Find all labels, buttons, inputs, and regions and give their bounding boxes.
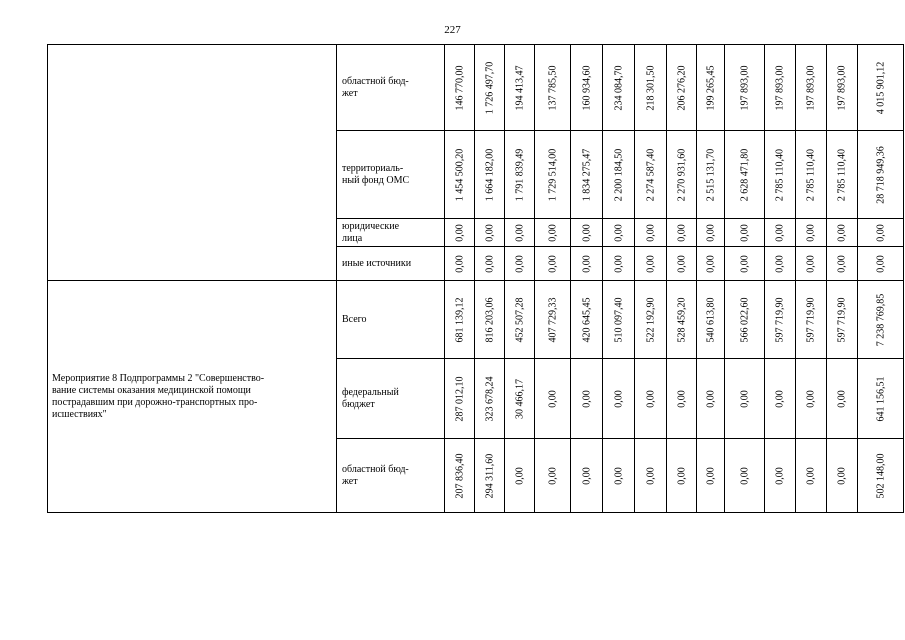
value-cell <box>796 219 827 247</box>
value-text: 0,00 <box>774 223 786 242</box>
value-text: 816 203,06 <box>484 297 495 342</box>
value-text: 566 022,60 <box>739 297 750 342</box>
value-text: 0,00 <box>774 466 786 485</box>
value-cell <box>603 281 635 359</box>
value-cell <box>796 247 827 281</box>
value-cell <box>858 45 904 131</box>
value-text: 234 084,70 <box>613 65 624 110</box>
value-cell <box>571 247 603 281</box>
value-cell <box>475 281 505 359</box>
value-text: 1 664 182,00 <box>484 148 495 201</box>
value-text: 2 200 184,50 <box>613 148 624 201</box>
value-text: 597 719,90 <box>774 297 786 342</box>
value-cell <box>725 439 765 513</box>
value-text: 0,00 <box>705 389 716 408</box>
value-cell <box>827 45 858 131</box>
funding-source-cell: юридические лица <box>337 219 445 247</box>
value-text: 2 628 471,80 <box>739 148 750 201</box>
value-text: 0,00 <box>774 254 786 273</box>
value-cell <box>535 247 571 281</box>
value-text: 0,00 <box>739 254 750 273</box>
value-text: 0,00 <box>836 389 848 408</box>
funding-source-cell: иные источники <box>337 247 445 281</box>
value-cell <box>635 219 667 247</box>
value-text: 0,00 <box>613 254 624 273</box>
value-cell <box>535 219 571 247</box>
value-text: 0,00 <box>514 466 525 485</box>
value-cell <box>603 359 635 439</box>
value-cell <box>796 281 827 359</box>
value-cell <box>535 131 571 219</box>
value-text: 206 276,20 <box>676 65 687 110</box>
value-text: 1 726 497,70 <box>484 61 495 114</box>
value-cell <box>796 45 827 131</box>
value-cell <box>505 219 535 247</box>
value-text: 522 192,90 <box>645 297 656 342</box>
value-cell <box>765 281 796 359</box>
value-text: 0,00 <box>581 389 592 408</box>
value-text: 0,00 <box>581 223 592 242</box>
value-cell <box>725 219 765 247</box>
value-text: 0,00 <box>547 254 558 273</box>
value-text: 0,00 <box>805 466 817 485</box>
value-cell <box>858 131 904 219</box>
value-cell <box>603 45 635 131</box>
value-cell <box>445 281 475 359</box>
value-cell <box>796 131 827 219</box>
value-text: 146 770,00 <box>454 65 465 110</box>
value-cell <box>475 45 505 131</box>
value-text: 0,00 <box>645 223 656 242</box>
budget-table <box>47 44 904 513</box>
value-cell <box>475 439 505 513</box>
value-cell <box>725 247 765 281</box>
value-cell <box>667 247 697 281</box>
value-cell <box>697 45 725 131</box>
value-text: 0,00 <box>676 223 687 242</box>
value-cell <box>635 247 667 281</box>
value-text: 0,00 <box>645 389 656 408</box>
funding-source-cell: областной бюд- жет <box>337 45 445 131</box>
value-text: 0,00 <box>805 223 817 242</box>
value-text: 0,00 <box>705 223 716 242</box>
value-text: 407 729,33 <box>547 297 558 342</box>
value-cell <box>667 131 697 219</box>
value-text: 0,00 <box>676 254 687 273</box>
value-text: 4 015 901,12 <box>875 61 886 114</box>
value-text: 160 934,60 <box>581 65 592 110</box>
value-text: 510 097,40 <box>613 297 624 342</box>
value-cell <box>765 219 796 247</box>
funding-source-cell: областной бюд- жет <box>337 439 445 513</box>
value-cell <box>725 45 765 131</box>
value-cell <box>796 359 827 439</box>
value-cell <box>505 247 535 281</box>
value-cell <box>635 359 667 439</box>
measure-cell: Мероприятие 8 Подпрограммы 2 "Совершенство- вание системы оказания медицинской помощи пострадавшим при дорожно-транспортных про- исшествиях" <box>48 281 337 513</box>
value-text: 197 893,00 <box>805 65 817 110</box>
funding-source-cell: федеральный бюджет <box>337 359 445 439</box>
value-text: 0,00 <box>547 466 558 485</box>
value-cell <box>765 247 796 281</box>
value-text: 597 719,90 <box>836 297 848 342</box>
value-text: 0,00 <box>836 466 848 485</box>
value-text: 1 791 839,49 <box>514 148 525 201</box>
value-cell <box>635 131 667 219</box>
value-cell <box>603 219 635 247</box>
value-text: 28 718 949,36 <box>875 145 886 204</box>
value-text: 0,00 <box>645 466 656 485</box>
value-cell <box>535 281 571 359</box>
value-text: 0,00 <box>774 389 786 408</box>
value-text: 0,00 <box>875 223 886 242</box>
value-cell <box>827 219 858 247</box>
value-text: 0,00 <box>514 254 525 273</box>
value-cell <box>697 131 725 219</box>
value-cell <box>697 359 725 439</box>
table-row <box>48 45 904 131</box>
value-cell <box>571 439 603 513</box>
value-text: 207 836,40 <box>454 453 465 498</box>
value-cell <box>765 131 796 219</box>
value-cell <box>505 131 535 219</box>
value-text: 641 156,51 <box>875 376 886 421</box>
value-cell <box>571 359 603 439</box>
value-text: 0,00 <box>581 254 592 273</box>
value-cell <box>858 219 904 247</box>
value-cell <box>571 131 603 219</box>
value-text: 199 265,45 <box>705 65 716 110</box>
value-text: 7 238 769,85 <box>875 293 886 346</box>
measure-cell <box>48 45 337 281</box>
value-cell <box>445 439 475 513</box>
value-cell <box>827 247 858 281</box>
value-text: 0,00 <box>875 254 886 273</box>
value-text: 0,00 <box>836 223 848 242</box>
value-cell <box>603 439 635 513</box>
value-text: 0,00 <box>805 389 817 408</box>
value-text: 2 785 110,40 <box>836 148 848 201</box>
value-cell <box>697 281 725 359</box>
value-text: 197 893,00 <box>836 65 848 110</box>
value-cell <box>858 247 904 281</box>
value-text: 0,00 <box>581 466 592 485</box>
value-text: 540 613,80 <box>705 297 716 342</box>
table-row <box>48 281 904 359</box>
value-text: 0,00 <box>613 389 624 408</box>
value-cell <box>667 439 697 513</box>
value-cell <box>635 45 667 131</box>
value-cell <box>603 131 635 219</box>
value-cell <box>535 45 571 131</box>
value-cell <box>505 359 535 439</box>
value-cell <box>667 45 697 131</box>
value-text: 197 893,00 <box>774 65 786 110</box>
value-text: 323 678,24 <box>484 376 495 421</box>
funding-source-cell: территориаль- ный фонд ОМС <box>337 131 445 219</box>
value-cell <box>827 131 858 219</box>
value-cell <box>505 45 535 131</box>
value-text: 0,00 <box>514 223 525 242</box>
value-text: 0,00 <box>645 254 656 273</box>
value-cell <box>858 281 904 359</box>
page-number: 227 <box>444 24 461 36</box>
value-cell <box>571 219 603 247</box>
value-text: 0,00 <box>705 254 716 273</box>
value-text: 0,00 <box>836 254 848 273</box>
value-text: 1 834 275,47 <box>581 148 592 201</box>
value-cell <box>827 281 858 359</box>
value-text: 0,00 <box>739 466 750 485</box>
value-cell <box>475 247 505 281</box>
value-cell <box>725 131 765 219</box>
value-text: 0,00 <box>547 223 558 242</box>
value-text: 294 311,60 <box>484 453 495 498</box>
value-cell <box>445 45 475 131</box>
value-cell <box>445 131 475 219</box>
value-text: 0,00 <box>484 254 495 273</box>
value-cell <box>725 359 765 439</box>
value-cell <box>667 281 697 359</box>
value-text: 0,00 <box>613 466 624 485</box>
value-text: 1 729 514,00 <box>547 148 558 201</box>
value-cell <box>603 247 635 281</box>
value-cell <box>505 439 535 513</box>
value-text: 0,00 <box>805 254 817 273</box>
value-text: 528 459,20 <box>676 297 687 342</box>
funding-source-cell: Всего <box>337 281 445 359</box>
value-cell <box>571 45 603 131</box>
value-text: 681 139,12 <box>454 297 465 342</box>
value-text: 502 148,00 <box>875 453 886 498</box>
value-cell <box>535 439 571 513</box>
value-cell <box>635 281 667 359</box>
value-cell <box>475 131 505 219</box>
value-cell <box>765 439 796 513</box>
value-text: 0,00 <box>705 466 716 485</box>
value-text: 30 466,17 <box>514 378 525 419</box>
value-text: 452 507,28 <box>514 297 525 342</box>
value-cell <box>445 247 475 281</box>
value-text: 2 785 110,40 <box>805 148 817 201</box>
value-text: 218 301,50 <box>645 65 656 110</box>
value-text: 137 785,50 <box>547 65 558 110</box>
value-text: 0,00 <box>739 389 750 408</box>
value-cell <box>827 439 858 513</box>
value-text: 0,00 <box>484 223 495 242</box>
value-text: 2 785 110,40 <box>774 148 786 201</box>
value-text: 0,00 <box>454 223 465 242</box>
value-cell <box>765 45 796 131</box>
value-cell <box>445 359 475 439</box>
value-cell <box>858 359 904 439</box>
value-cell <box>475 219 505 247</box>
value-text: 1 454 500,20 <box>454 148 465 201</box>
value-text: 2 270 931,60 <box>676 148 687 201</box>
value-cell <box>571 281 603 359</box>
value-text: 0,00 <box>454 254 465 273</box>
value-cell <box>667 359 697 439</box>
value-cell <box>796 439 827 513</box>
value-cell <box>535 359 571 439</box>
value-text: 0,00 <box>676 389 687 408</box>
value-cell <box>505 281 535 359</box>
value-text: 194 413,47 <box>514 65 525 110</box>
value-text: 0,00 <box>613 223 624 242</box>
value-cell <box>697 439 725 513</box>
value-text: 2 274 587,40 <box>645 148 656 201</box>
value-text: 420 645,45 <box>581 297 592 342</box>
value-cell <box>858 439 904 513</box>
value-text: 0,00 <box>676 466 687 485</box>
value-cell <box>475 359 505 439</box>
value-cell <box>697 219 725 247</box>
value-text: 287 012,10 <box>454 376 465 421</box>
value-cell <box>445 219 475 247</box>
value-text: 2 515 131,70 <box>705 148 716 201</box>
value-text: 0,00 <box>739 223 750 242</box>
value-cell <box>697 247 725 281</box>
value-text: 0,00 <box>547 389 558 408</box>
value-cell <box>725 281 765 359</box>
value-cell <box>667 219 697 247</box>
value-cell <box>827 359 858 439</box>
value-cell <box>635 439 667 513</box>
value-text: 597 719,90 <box>805 297 817 342</box>
value-text: 197 893,00 <box>739 65 750 110</box>
value-cell <box>765 359 796 439</box>
